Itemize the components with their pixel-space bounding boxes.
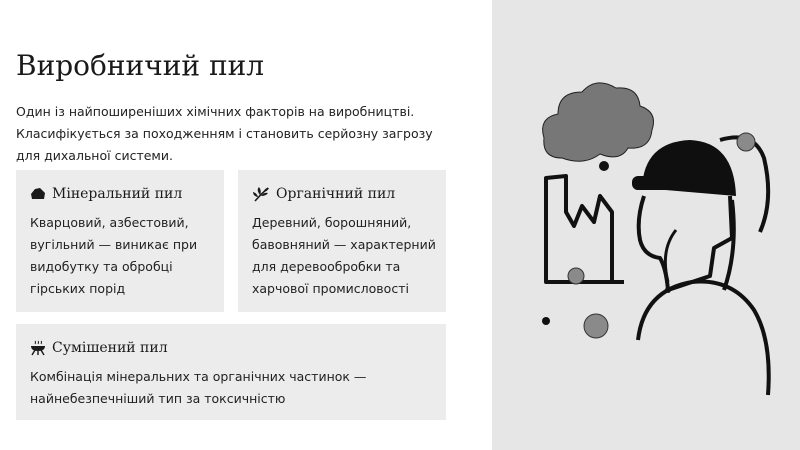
page-title: Виробничий пил xyxy=(16,48,265,82)
card-header xyxy=(30,340,168,356)
smoke-cloud xyxy=(543,83,654,161)
decor-dot xyxy=(568,268,584,284)
decor-dot xyxy=(599,161,609,171)
factory-building xyxy=(546,176,612,282)
factory-worker-hardhat-illustration xyxy=(492,0,800,450)
barbecue-grill-icon xyxy=(30,340,46,356)
card-header xyxy=(252,186,395,202)
decor-dot xyxy=(665,287,671,293)
card-text: Деревний, борошняний, бавовняний — характерний для деревообробки та харчової промисловості xyxy=(252,215,436,296)
illustration-panel xyxy=(492,0,800,450)
card-title: Мінеральний пил xyxy=(52,186,183,202)
worker-head xyxy=(639,196,732,290)
worker-shoulder xyxy=(638,282,769,395)
card-text: Кварцовий, азбестовий, вугільний — виникає при видобутку та обробці гірських порід xyxy=(30,215,198,296)
card-mineral-dust xyxy=(16,170,224,312)
rock-icon xyxy=(30,187,46,201)
leaf-icon xyxy=(252,186,270,202)
card-header xyxy=(30,186,182,202)
hardhat-brim xyxy=(632,176,704,190)
card-title: Органічний пил xyxy=(276,186,396,202)
intro-text: Один із найпоширеніших хімічних факторів на виробництві. Класифікується за походженням і становить серйозну загрозу для дихальної системи. xyxy=(16,103,433,163)
card-text: Комбінація мінеральних та органічних частинок — найнебезпечніший тип за токсичністю xyxy=(30,369,367,406)
decor-dot xyxy=(584,314,608,338)
card-title: Сумішений пил xyxy=(52,340,168,356)
decor-dot xyxy=(542,317,550,325)
card-organic-dust xyxy=(238,170,446,312)
decor-dot xyxy=(737,133,755,151)
card-mixed-dust xyxy=(16,324,446,420)
